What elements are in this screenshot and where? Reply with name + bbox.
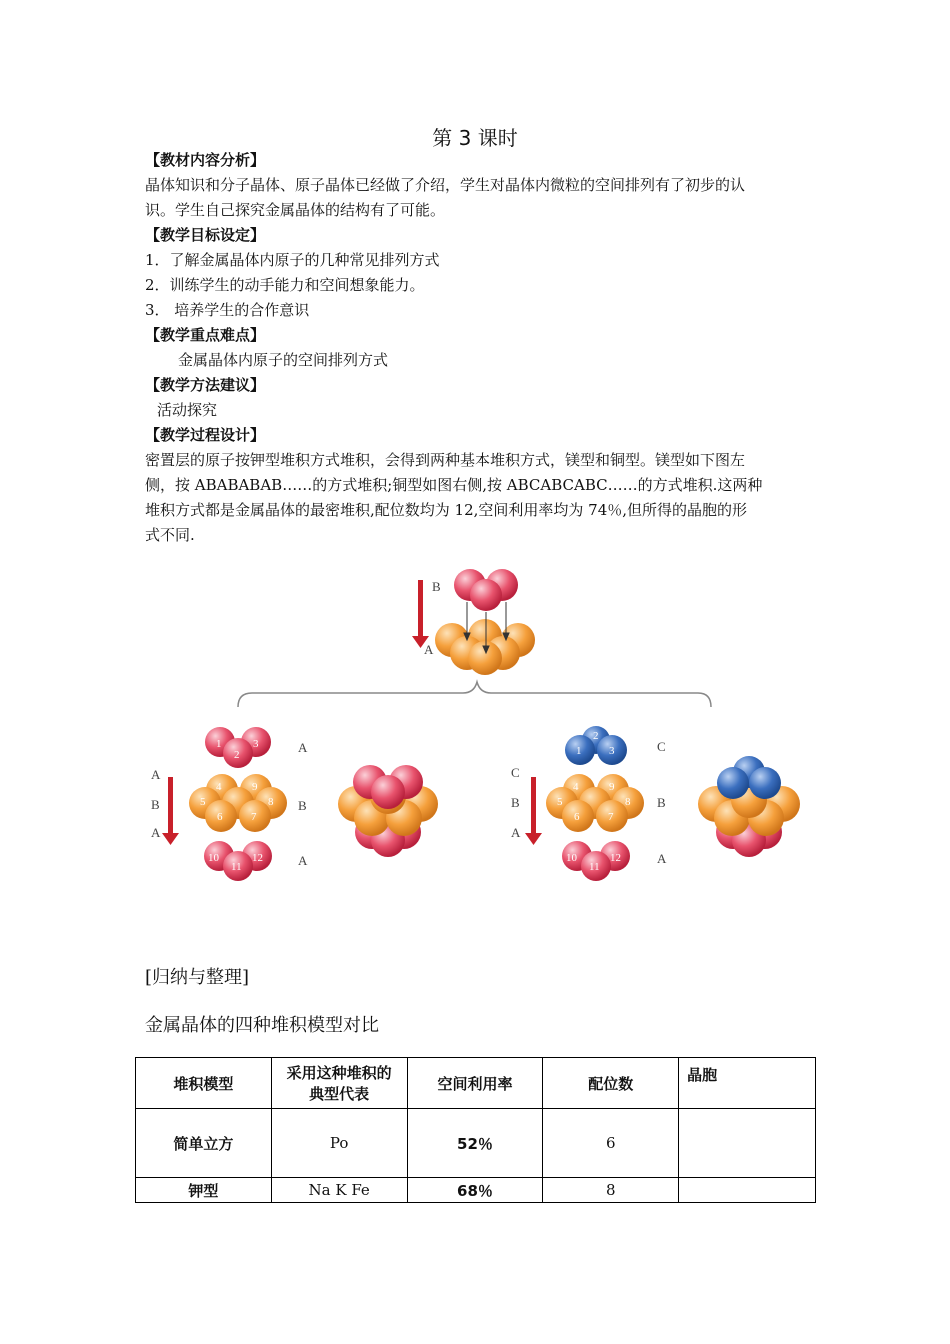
- svg-text:C: C: [657, 739, 666, 754]
- summary-subtitle: 金属晶体的四种堆积模型对比: [145, 1015, 379, 1036]
- left-top-layer: [205, 727, 271, 768]
- table-cell: 52％: [407, 1109, 543, 1178]
- analysis-text-line-1: 晶体知识和分子晶体、原子晶体已经做了介绍，学生对晶体内微粒的空间排列有了初步的认: [145, 176, 746, 194]
- top-b-layer: [454, 569, 518, 611]
- svg-text:5: 5: [200, 796, 206, 808]
- copper-type-assembled: [698, 756, 800, 857]
- svg-text:2: 2: [593, 730, 599, 742]
- table-header-cell: 晶胞: [679, 1058, 816, 1109]
- table-cell: [679, 1109, 816, 1178]
- svg-text:11: 11: [231, 861, 242, 873]
- process-text-line-2: 侧，按 ABABABAB……的方式堆积;铜型如图右侧,按 ABCABCABC……的方式堆积.这两种: [145, 476, 763, 494]
- svg-text:6: 6: [574, 811, 580, 823]
- svg-text:7: 7: [251, 811, 257, 823]
- svg-text:A: A: [298, 740, 308, 755]
- right-bottom-layer: [562, 841, 630, 881]
- table-header-cell: 配位数: [543, 1058, 679, 1109]
- svg-text:9: 9: [609, 781, 615, 793]
- table-row: [136, 1109, 816, 1178]
- analysis-text-line-2: 识。学生自己探究金属晶体的结构有了可能。: [145, 201, 446, 219]
- top-stacking-illustration: [412, 569, 535, 675]
- svg-text:12: 12: [252, 852, 263, 864]
- svg-text:A: A: [511, 825, 521, 840]
- left-bottom-layer: [204, 841, 272, 881]
- section-heading-process: 【教学过程设计】: [145, 426, 266, 444]
- svg-text:12: 12: [610, 852, 621, 864]
- top-label-b: B: [432, 579, 441, 594]
- svg-text:3: 3: [253, 738, 259, 750]
- magnesium-type-assembled: [338, 765, 438, 857]
- table-cell: 钾型: [136, 1178, 272, 1203]
- svg-text:A: A: [151, 825, 161, 840]
- page-title: 第 3 课时: [432, 126, 518, 150]
- stacking-model-table: [135, 1057, 816, 1203]
- table-cell: Na K Fe: [271, 1178, 407, 1203]
- svg-text:7: 7: [608, 811, 614, 823]
- branch-brace: [238, 682, 711, 707]
- table-row: [136, 1178, 816, 1203]
- svg-text:1: 1: [216, 738, 222, 750]
- left-middle-layer: [189, 774, 287, 832]
- goal-item-2: 2．训练学生的动手能力和空间想象能力。: [145, 276, 425, 294]
- svg-text:B: B: [298, 798, 307, 813]
- close-packing-figure: [0, 560, 950, 900]
- copper-type-exploded: [511, 726, 667, 881]
- process-text-line-3: 堆积方式都是金属晶体的最密堆积,配位数均为 12,空间利用率均为 74％,但所得的晶胞的形: [145, 501, 748, 519]
- top-red-arrow: [412, 580, 429, 648]
- summary-heading: [归纳与整理]: [145, 967, 250, 988]
- table-cell: 6: [543, 1109, 679, 1178]
- right-top-layer: [565, 726, 627, 765]
- svg-text:2: 2: [234, 749, 240, 761]
- svg-text:A: A: [151, 767, 161, 782]
- process-text-line-1: 密置层的原子按钾型堆积方式堆积，会得到两种基本堆积方式，镁型和铜型。镁型如下图左: [145, 451, 746, 469]
- table-cell: 8: [543, 1178, 679, 1203]
- svg-text:8: 8: [268, 796, 274, 808]
- svg-text:C: C: [511, 765, 520, 780]
- right-middle-layer: [546, 774, 644, 832]
- table-header-cell: 采用这种堆积的 典型代表: [271, 1058, 407, 1109]
- svg-text:1: 1: [576, 745, 582, 757]
- svg-text:10: 10: [208, 852, 219, 864]
- svg-text:4: 4: [216, 781, 222, 793]
- svg-text:4: 4: [573, 781, 579, 793]
- section-heading-goals: 【教学目标设定】: [145, 226, 266, 244]
- svg-text:11: 11: [589, 861, 600, 873]
- svg-text:3: 3: [609, 745, 615, 757]
- svg-text:8: 8: [625, 796, 631, 808]
- table-cell: [679, 1178, 816, 1203]
- svg-text:B: B: [657, 795, 666, 810]
- svg-text:B: B: [151, 797, 160, 812]
- table-cell: 简单立方: [136, 1109, 272, 1178]
- svg-text:10: 10: [566, 852, 577, 864]
- table-cell: Po: [271, 1109, 407, 1178]
- methods-text: 活动探究: [157, 401, 218, 419]
- left-red-arrow: [162, 777, 179, 845]
- goal-item-3: 3． 培养学生的合作意识: [145, 301, 310, 319]
- svg-text:6: 6: [217, 811, 223, 823]
- table-header-row: [136, 1058, 816, 1109]
- svg-text:A: A: [657, 851, 667, 866]
- top-label-a: A: [424, 642, 434, 657]
- process-text-line-4: 式不同.: [145, 526, 195, 544]
- svg-text:9: 9: [252, 781, 258, 793]
- svg-text:5: 5: [557, 796, 563, 808]
- right-red-arrow: [525, 777, 542, 845]
- table-cell: 68％: [407, 1178, 543, 1203]
- table-header-cell: 堆积模型: [136, 1058, 272, 1109]
- svg-text:B: B: [511, 795, 520, 810]
- section-heading-analysis: 【教材内容分析】: [145, 151, 266, 169]
- keypoints-text: 金属晶体内原子的空间排列方式: [178, 351, 389, 369]
- goal-item-1: 1．了解金属晶体内原子的几种常见排列方式: [145, 251, 440, 269]
- svg-text:A: A: [298, 853, 308, 868]
- magnesium-type-exploded: [151, 727, 308, 881]
- section-heading-methods: 【教学方法建议】: [145, 376, 266, 394]
- table-header-cell: 空间利用率: [407, 1058, 543, 1109]
- section-heading-keypoints: 【教学重点难点】: [145, 326, 266, 344]
